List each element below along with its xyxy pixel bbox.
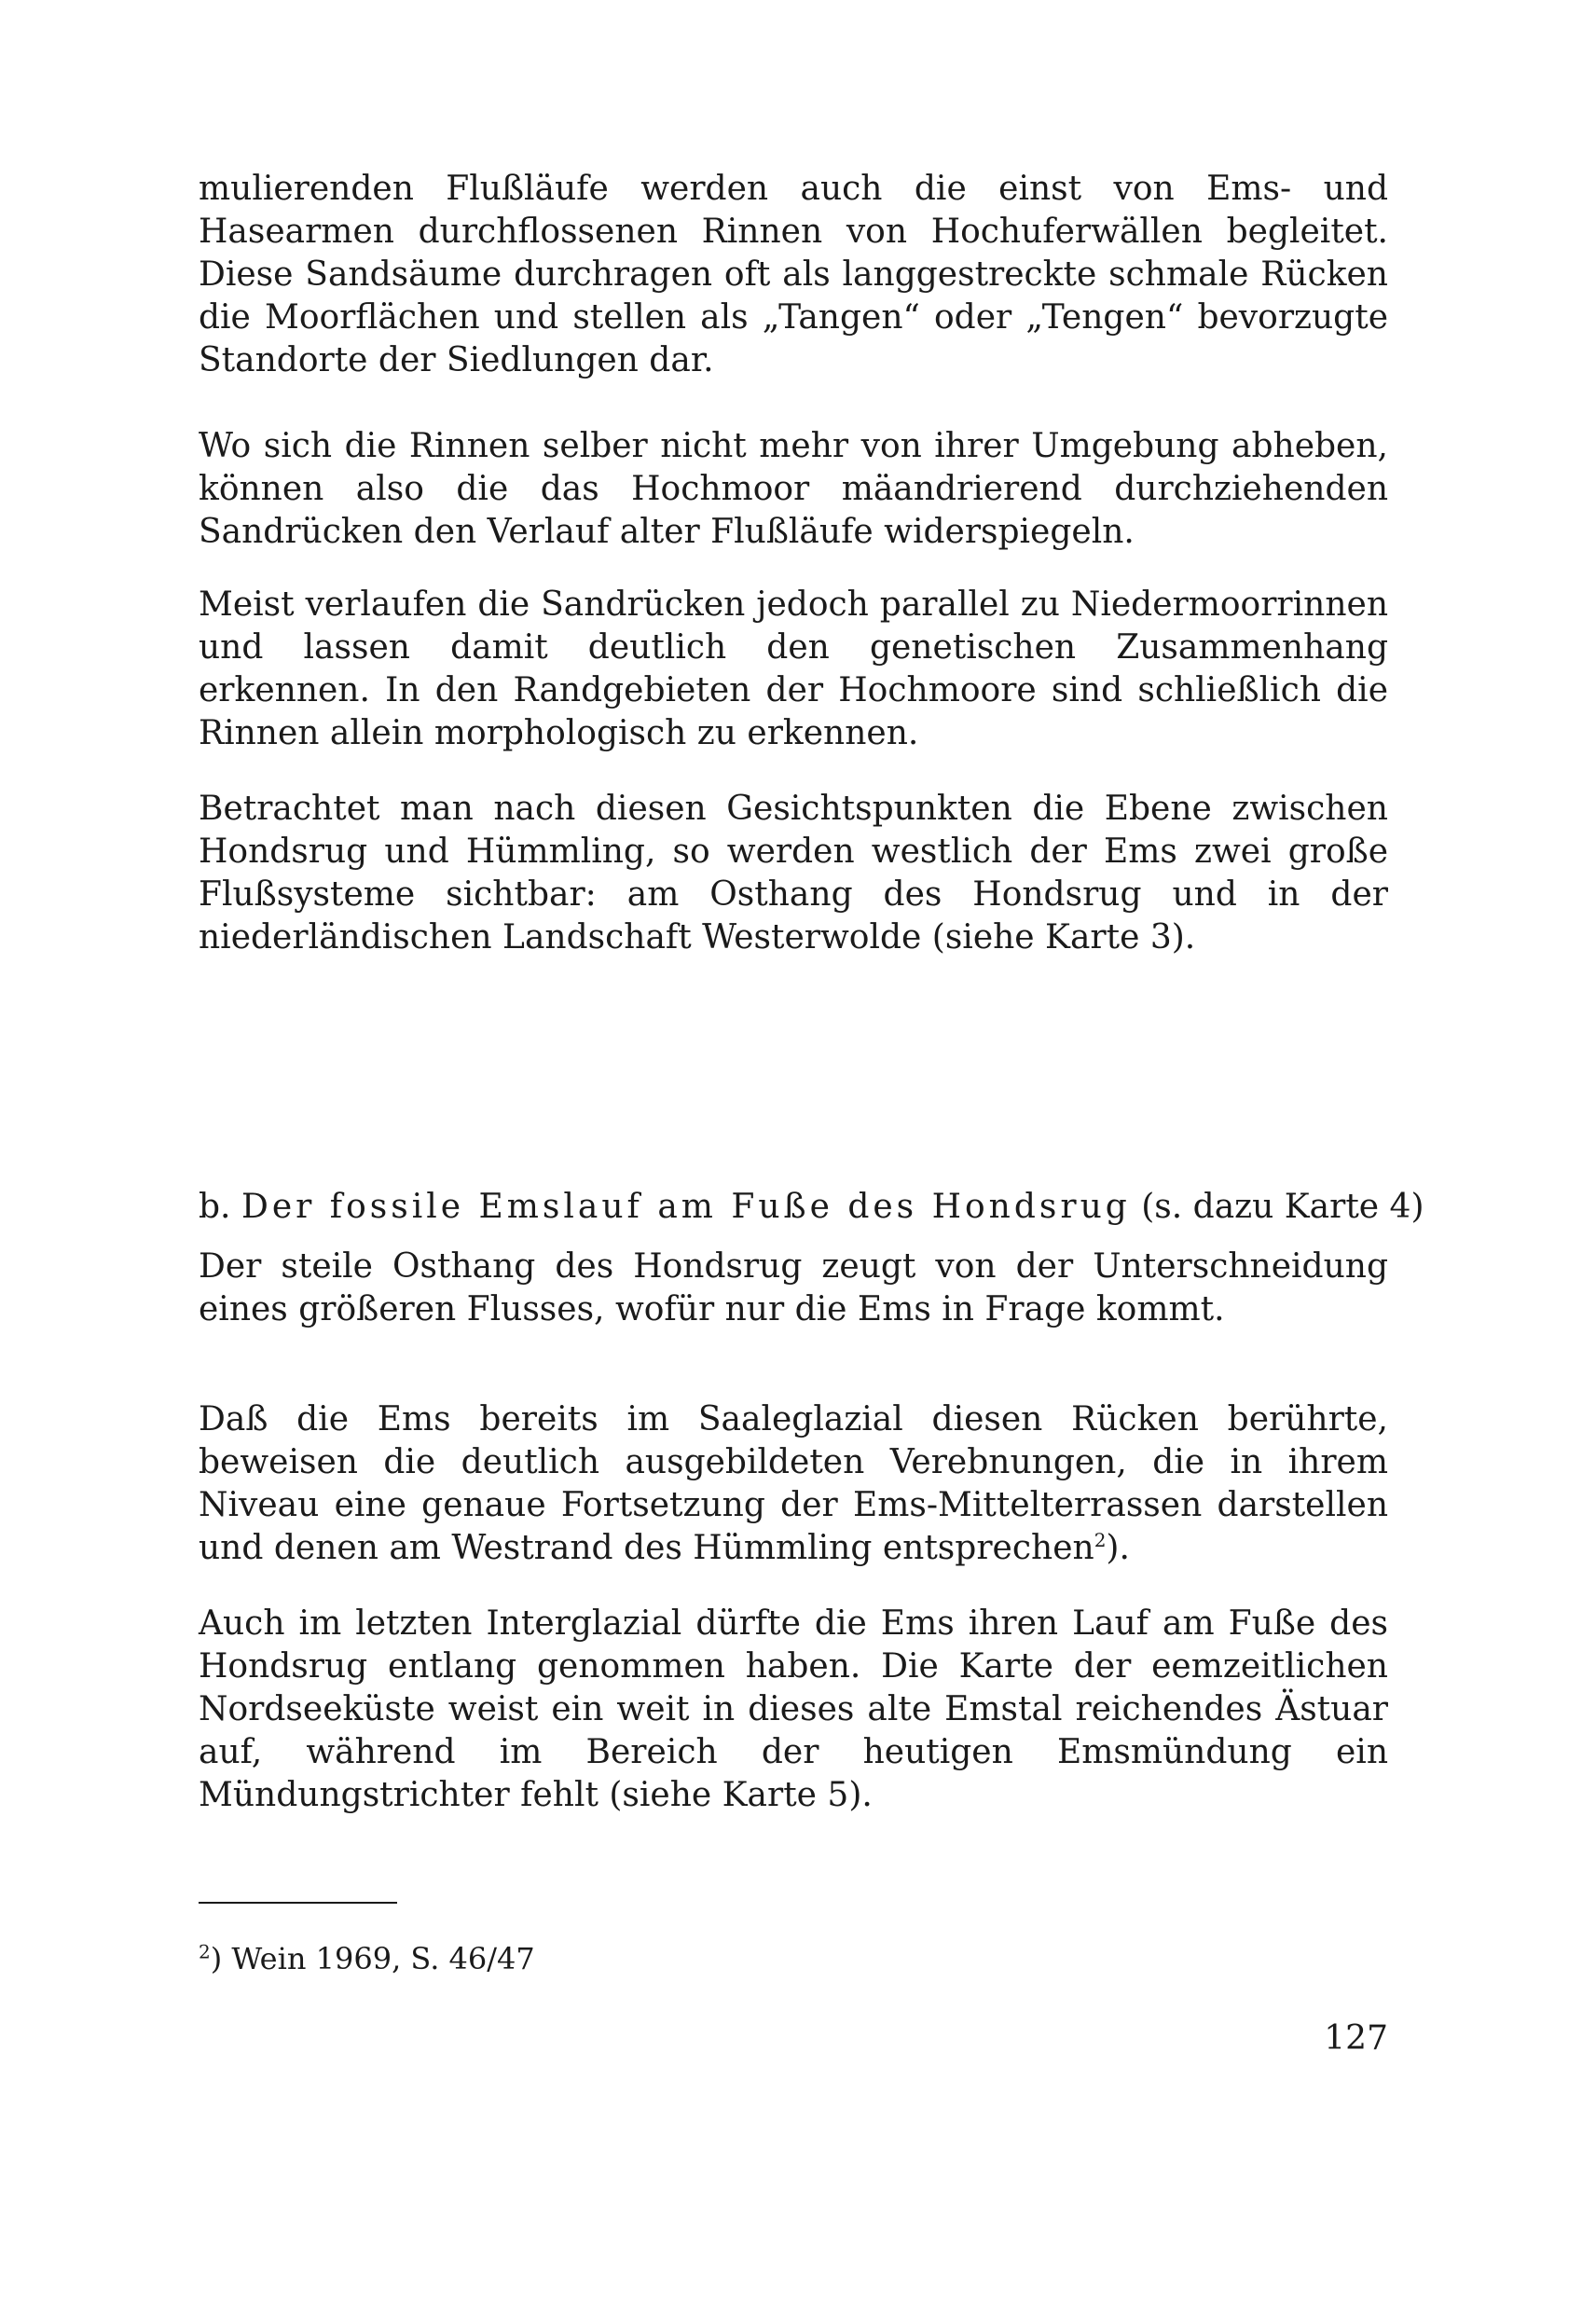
paragraph-6-text: Daß die Ems bereits im Saaleglazial diesen Rücken berührte, beweisen die deutlich ausgebildeten Verebnungen, die in ihrem Niveau eine genaue Fortsetzung der Ems-Mittelterrassen darstellen und denen am Westrand des Hümmling entsprechen — [199, 1400, 1388, 1567]
paragraph-7: Auch im letzten Interglazial dürfte die Ems ihren Lauf am Fuße des Hondsrug entlang genommen haben. Die Karte der eemzeitlichen Nordseeküste weist ein weit in dieses alte Emstal reichendes Ästuar auf, während im Bereich der heutigen Emsmündung ein Mündungstrichter fehlt (siehe Karte 5). — [199, 1604, 1388, 1814]
paragraph-2: Wo sich die Rinnen selber nicht mehr von ihrer Umgebung abheben, können also die das Hochmoor mäandrierend durchziehenden Sandrücken den Verlauf alter Flußläufe widerspiegeln. — [199, 427, 1388, 551]
paragraph-5: Der steile Osthang des Hondsrug zeugt von der Unterschneidung eines größeren Flusses, wofür nur die Ems in Frage kommt. — [199, 1247, 1388, 1328]
footnote-text: ) Wein 1969, S. 46/47 — [210, 1941, 535, 1976]
section-heading — [199, 1186, 1424, 1229]
heading-suffix: (s. dazu Karte 4) — [1141, 1188, 1424, 1226]
paragraph-6 — [199, 1398, 1388, 1570]
heading-prefix: b. — [199, 1188, 231, 1226]
page-number: 127 — [1324, 2019, 1388, 2057]
footnote-reference: 2 — [1094, 1529, 1107, 1551]
paragraph-6-end: ). — [1106, 1529, 1130, 1567]
paragraph-4: Betrachtet man nach diesen Gesichtspunkten die Ebene zwischen Hondsrug und Hümmling, so werden westlich der Ems zwei große Flußsysteme sichtbar: am Osthang des Hondsrug und in der niederländischen Landschaft Westerwolde (siehe Karte 3). — [199, 790, 1388, 956]
paragraph-3: Meist verlaufen die Sandrücken jedoch parallel zu Niedermoorrinnen und lassen damit deutlich den genetischen Zusammenhang erkennen. In den Randgebieten der Hochmoore sind schließlich die Rinnen allein morphologisch zu erkennen. — [199, 585, 1388, 752]
footnote-divider — [199, 1902, 397, 1904]
footnote-marker: 2 — [199, 1940, 211, 1963]
heading-title: Der fossile Emslauf am Fuße des Hondsrug — [241, 1188, 1131, 1226]
footnote — [199, 1939, 535, 1978]
paragraph-1: mulierenden Flußläufe werden auch die einst von Ems- und Hasearmen durchflossenen Rinnen von Hochuferwällen begleitet. Diese Sandsäume durchragen oft als langgestreckte schmale Rücken die Moorflächen und stellen als „Tangen“ oder „Tengen“ bevorzugte Standorte der Siedlungen dar. — [199, 170, 1388, 379]
